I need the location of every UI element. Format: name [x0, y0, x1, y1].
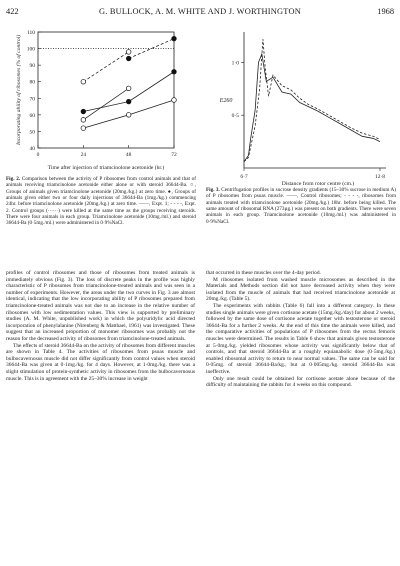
running-header [6, 7, 394, 19]
data-point [81, 126, 86, 131]
running-head-authors: G. BULLOCK, A. M. WHITE AND J. WORTHINGTON [99, 7, 301, 16]
x-tick-label: 72 [171, 152, 177, 158]
page-number: 422 [6, 7, 19, 16]
journal-year: 1968 [377, 7, 394, 16]
figure-2-caption [6, 176, 196, 227]
profile-curve [244, 39, 380, 161]
data-point [172, 69, 177, 74]
data-point [172, 36, 177, 41]
figure-2-caption-text: Comparison between the activity of P ribosomes from control animals and that of animals receiving triamcinolone acetonide either alone or with steroid 36644-Ba. ○, Groups of animals given triamcinolone acetonide (20mg./kg.) at zero time. ●, Groups of animals given either two or four daily injections of 36644-Ba (1mg./kg.) commencing 24hr. before triamcinolone acetonide (20mg./kg.) at zero time. ——, Expt. 1; - - - -, Expt. 2. Control groups (······) were killed at the same time as the groups receiving steroids. There were four animals in each group. Triamcinolone acetonide (10mg./ml.) and steroid 36644-Ba (0·5mg./ml.) were administered in 0·9%NaCl. [6, 176, 196, 227]
plot-frame [38, 32, 174, 148]
figure-3-label: Fig. 3. [206, 187, 220, 193]
paragraph: The experiments with rabbits (Table 6) fall into a different category. In these studies single animals were given cortisone acetate (15mg./kg./day) for about 2 weeks, followed by the same dose of cortisone acetate together with testosterone or steroid 36644-Ba for a further 2 weeks. At the end of this time the animals were killed, and the comparative activities of populations of P ribosomes from the rectus femoris muscles were determined. The results in Table 6 show that animals given testosterone at 5·0mg./kg. yielded ribosomes whose activity was significantly below that of controls, and that steroid 36644-Ba at a roughly equianabolic dose (0·5mg./kg.) enabled ribosomal activity to return to near normal values. The same can be said for 0·05mg. of steroid 36644-Ba/kg., but at 0·005mg./kg. steroid 36644-Ba was ineffective. [206, 302, 395, 375]
x-axis-label: Time after injection of triamcinolone acetonide (hr.) [47, 165, 165, 171]
y-tick-label: 60 [29, 112, 35, 119]
figure-3-caption [206, 187, 396, 225]
x-axis-label: Distance from rotor centre (cm.) [281, 181, 355, 186]
data-point [126, 50, 131, 55]
data-point [126, 99, 131, 104]
x-tick-label: 0 [36, 152, 40, 158]
y-tick-label: 90 [29, 63, 35, 70]
data-point [126, 56, 131, 61]
left-text-column [6, 270, 195, 382]
data-point [81, 79, 86, 84]
y-axis-label: E260 [219, 98, 233, 104]
figure-3-chart [204, 26, 396, 186]
figure-3-caption-text: Centrifugation profiles in sucrose density gradients (15–30% sucrose in medium A) of P ribosomes from psoas muscle. ——, Control ribosomes; - - - -, ribosomes from animals treated with triamcinolone acetonide (20mg./kg.) 18hr. before being killed. The same amount of ribosomal RNA (273µg.) was present on both gradients. There were seven animals in each group. Triamcinolone acetonide (10mg./ml.) was administered in 0·9%NaCl. [206, 187, 397, 225]
paragraph: profiles of control ribosomes and those of ribosomes from treated animals is immediately obvious (Fig. 3). The loss of discrete peaks in the profile was highly characteristic of P ribosomes from triamcinolone-treated animals and was seen in a number of experiments. However, the areas under the two curves in Fig. 3 are almost identical, indicating that the low incorporating ability of P ribosomes prepared from triamcinolone-treated animals was not due to an increase in the relative number of ribosomes with low sedimentation values. This view is supported by preliminary studies (A. M. White, unpublished work) in which the polyuridylic acid directed incorporation of phenylalanine (Nirenberg & Matthaei, 1961) was investigated. These suggest that an increased proportion of monomer ribosomes was probably not the reason for the decreased activity of ribosomes from triamcinolone-treated animals. [6, 270, 195, 342]
data-point [81, 118, 86, 123]
series-line [83, 52, 128, 82]
x-tick-label: 24 [80, 152, 87, 158]
data-point [126, 113, 131, 118]
paragraph: M ribosomes isolated from washed muscle microsomes as described in the Materials and Methods section did not have decreased activity when they were isolated from the muscle of animals that had received triamcinolone acetonide at 20mg./kg. (Table 5). [206, 276, 395, 303]
y-tick-label: 100 [26, 46, 35, 53]
y-tick-label: 1·0 [231, 60, 239, 67]
y-tick-label: 110 [26, 30, 35, 36]
data-point [81, 109, 86, 114]
x-tick-label: 6·7 [240, 174, 248, 180]
paragraph: that occurred in these muscles over the 4-day period. [206, 270, 321, 276]
paragraph: Only one result could be obtained for cortisone acetate alone because of the difficulty of maintaining the rabbits for 4 weeks on this compound. [206, 375, 395, 389]
profile-curve [244, 54, 380, 162]
x-tick-label: 12·8 [374, 174, 386, 180]
data-point [172, 98, 177, 103]
right-text-column [206, 270, 395, 389]
data-point [126, 86, 131, 91]
y-tick-label: 50 [29, 129, 35, 136]
x-tick-label: 48 [125, 152, 132, 158]
paragraph: The effects of steroid 36644-Ba on the activity of ribosomes from different muscles are shown in Table 4. The activities of ribosomes from psoas muscle and bulbocavernosus muscle did not differ significantly from control values when steroid 36644-Ba was given at 0·1mg./kg. for 4 days. However, at 1·0mg./kg. there was a slight stimulation of protein-synthetic activity in ribosomes from the bulbocavernosus muscle. This is in agreement with the 25–30% increase in weight [6, 342, 195, 382]
y-tick-label: 80 [29, 79, 35, 86]
series-line [83, 72, 174, 112]
figure-2-chart [6, 26, 200, 176]
y-tick-label: 70 [29, 96, 35, 103]
y-tick-label: 40 [29, 146, 35, 152]
series-line [83, 88, 128, 119]
y-axis-label: Incorporating ability of ribosomes (% of control) [16, 34, 22, 146]
y-tick-label: 0·5 [231, 113, 239, 120]
figure-2-label: Fig. 2. [6, 176, 21, 182]
